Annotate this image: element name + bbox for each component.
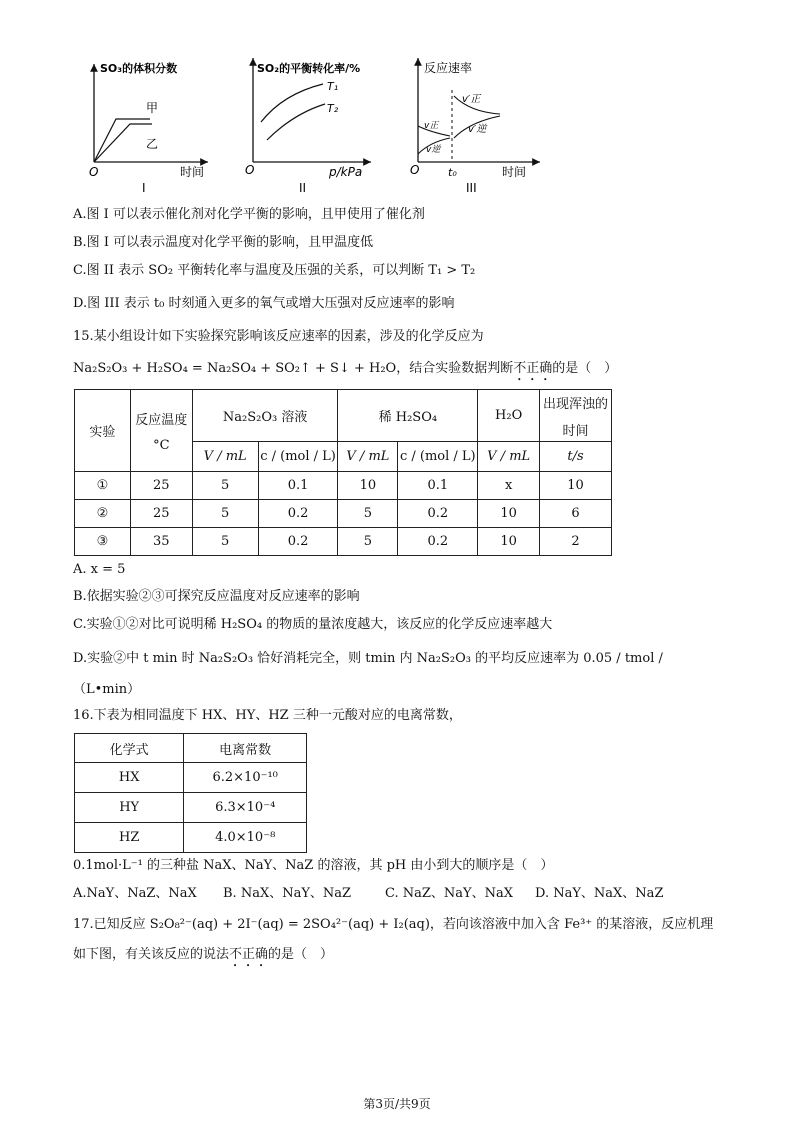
fig3-caption: III [466, 181, 477, 195]
cell: 4.0×10⁻⁸ [184, 823, 307, 853]
fig1-origin: O [89, 165, 99, 179]
cell: 25 [130, 472, 192, 500]
fig2-ylabel: SO₂的平衡转化率/% [257, 62, 361, 75]
cell: 0.1 [258, 472, 338, 500]
th-temperature [130, 390, 192, 472]
fig2-xlabel: p/kPa [329, 165, 363, 179]
cell: 5 [192, 472, 258, 500]
q15-equation: Na₂S₂O₃ + H₂SO₄ = Na₂SO₄ + SO₂↑ + S↓ + H₂O，结合实验数据判断 [73, 361, 514, 376]
th-time-line2: 时间 [562, 423, 589, 439]
cell: 0.2 [258, 500, 338, 528]
fig3-v-fwd-new-label: v′正 [462, 94, 481, 105]
cell: x [478, 472, 540, 500]
fig2-origin: O [245, 163, 255, 177]
th-experiment: 实验 [75, 390, 131, 472]
q15-stem: 15.某小组设计如下实验探究影响该反应速率的因素，涉及的化学反应为 [73, 329, 484, 344]
cell: ③ [75, 528, 131, 556]
cell: HY [75, 793, 184, 823]
figure-II [243, 52, 393, 197]
th-thiosulfate: Na₂S₂O₃ 溶液 [192, 390, 338, 442]
table-row [75, 500, 612, 528]
table-row [75, 528, 612, 556]
th-time-line1: 出现浑浊的 [543, 396, 609, 412]
cell: 5 [338, 500, 398, 528]
sub-v2: V / mL [338, 442, 398, 472]
cell: HZ [75, 823, 184, 853]
figure-I [80, 52, 230, 197]
cell: 5 [338, 528, 398, 556]
figure-III [410, 52, 550, 197]
q15-option-d: D.实验②中 t min 时 Na₂S₂O₃ 恰好消耗完全，则 tmin 内 Na₂S₂O₃ 的平均反应速率为 0.05 / tmol / [73, 651, 663, 666]
q14-option-d: D.图 III 表示 t₀ 时刻通入更多的氧气或增大压强对反应速率的影响 [73, 296, 455, 311]
sub-c1: c / (mol / L) [258, 442, 338, 472]
q14-option-c: C.图 II 表示 SO₂ 平衡转化率与温度及压强的关系，可以判断 T₁ > T₂ [73, 263, 476, 278]
q16-stem: 16.下表为相同温度下 HX、HY、HZ 三种一元酸对应的电离常数， [73, 708, 462, 723]
fig1-xlabel: 时间 [180, 165, 205, 179]
q14-option-b: B.图 I 可以表示温度对化学平衡的影响，且甲温度低 [73, 235, 374, 250]
cell: 0.1 [398, 472, 478, 500]
q15-option-d-cont: （L•min） [73, 682, 141, 697]
fig1-curve-jia-label: 甲 [146, 101, 159, 115]
q17-line2 [73, 947, 333, 970]
sub-t: t/s [540, 442, 612, 472]
q15-option-c: C.实验①②对比可说明稀 H₂SO₄ 的物质的量浓度越大，该反应的化学反应速率越大 [73, 617, 553, 632]
cell: 5 [192, 500, 258, 528]
th-ionization-constant: 电离常数 [184, 734, 307, 763]
q17-line2-b: 的是（ ） [268, 947, 334, 962]
cell: 10 [478, 528, 540, 556]
th-temperature-label: 反应温度 [135, 412, 188, 428]
fig3-v-rev-label: v逆 [426, 145, 441, 155]
fig3-t0: t₀ [448, 166, 457, 179]
q16-option-d: D. NaY、NaX、NaZ [535, 886, 664, 901]
cell: 6.2×10⁻¹⁰ [184, 763, 307, 793]
q15-stem-end: 的是（ ） [552, 361, 618, 376]
q17-line2-a: 如下图，有关该反应的说法 [73, 947, 230, 962]
cell: 0.2 [398, 500, 478, 528]
th-formula: 化学式 [75, 734, 184, 763]
cell: 25 [130, 500, 192, 528]
cell: HX [75, 763, 184, 793]
sub-v1: V / mL [192, 442, 258, 472]
q16-option-a: A.NaY、NaZ、NaX [73, 886, 197, 901]
fig1-ylabel: SO₃的体积分数 [100, 62, 178, 75]
cell: 0.2 [398, 528, 478, 556]
page-footer: 第3页/共9页 [363, 1097, 431, 1111]
q15-option-b: B.依据实验②③可探究反应温度对反应速率的影响 [73, 589, 360, 604]
cell: 10 [540, 472, 612, 500]
th-time [540, 390, 612, 442]
q16-constant-table [74, 733, 307, 853]
fig3-ylabel: 反应速率 [424, 61, 473, 75]
q14-option-a: A.图 I 可以表示催化剂对化学平衡的影响，且甲使用了催化剂 [73, 207, 425, 222]
table-row [75, 793, 307, 823]
fig1-curve-yi-label: 乙 [146, 137, 159, 151]
cell: ① [75, 472, 131, 500]
sub-c2: c / (mol / L) [398, 442, 478, 472]
curve-T1 [261, 84, 323, 122]
cell: 10 [478, 500, 540, 528]
cell: 5 [192, 528, 258, 556]
curve-jia [94, 119, 150, 162]
q15-equation-line [73, 361, 617, 384]
cell: 6.3×10⁻⁴ [184, 793, 307, 823]
fig3-origin: O [410, 163, 420, 177]
q15-option-a: A. x = 5 [73, 562, 126, 577]
th-acid: 稀 H₂SO₄ [338, 390, 478, 442]
table-row [75, 472, 612, 500]
sub-v3: V / mL [478, 442, 540, 472]
fig2-curve-T2-label: T₂ [327, 102, 339, 115]
cell: 35 [130, 528, 192, 556]
curve-yi [94, 124, 152, 162]
fig2-caption: II [299, 181, 307, 195]
q17-stem: 17.已知反应 S₂O₈²⁻(aq) + 2I⁻(aq) = 2SO₄²⁻(aq) + I₂(aq)，若向该溶液中加入含 Fe³⁺ 的某溶液，反应机理 [73, 917, 714, 932]
q16-option-b: B. NaX、NaY、NaZ [223, 886, 352, 901]
cell: ② [75, 500, 131, 528]
fig3-v-fwd-label: v正 [424, 121, 439, 131]
q16-line2: 0.1mol·L⁻¹ 的三种盐 NaX、NaY、NaZ 的溶液，其 pH 由小到大的顺序是（ ） [73, 858, 554, 873]
th-temperature-unit: °C [153, 437, 170, 453]
table-row [75, 763, 307, 793]
fig3-v-rev-new-label: v′逆 [468, 124, 487, 135]
th-water: H₂O [478, 390, 540, 442]
fig2-curve-T1-label: T₁ [327, 80, 339, 93]
cell: 6 [540, 500, 612, 528]
cell: 2 [540, 528, 612, 556]
cell: 10 [338, 472, 398, 500]
curve-T2 [267, 104, 325, 140]
fig1-caption: I [142, 181, 146, 195]
cell: 0.2 [258, 528, 338, 556]
q15-emphasis: 不正确 [513, 361, 553, 376]
q15-experiment-table [74, 389, 612, 556]
q17-emphasis: 不正确 [229, 947, 269, 962]
table-row [75, 823, 307, 853]
fig3-xlabel: 时间 [502, 165, 527, 179]
q16-option-c: C. NaZ、NaY、NaX [385, 886, 513, 901]
